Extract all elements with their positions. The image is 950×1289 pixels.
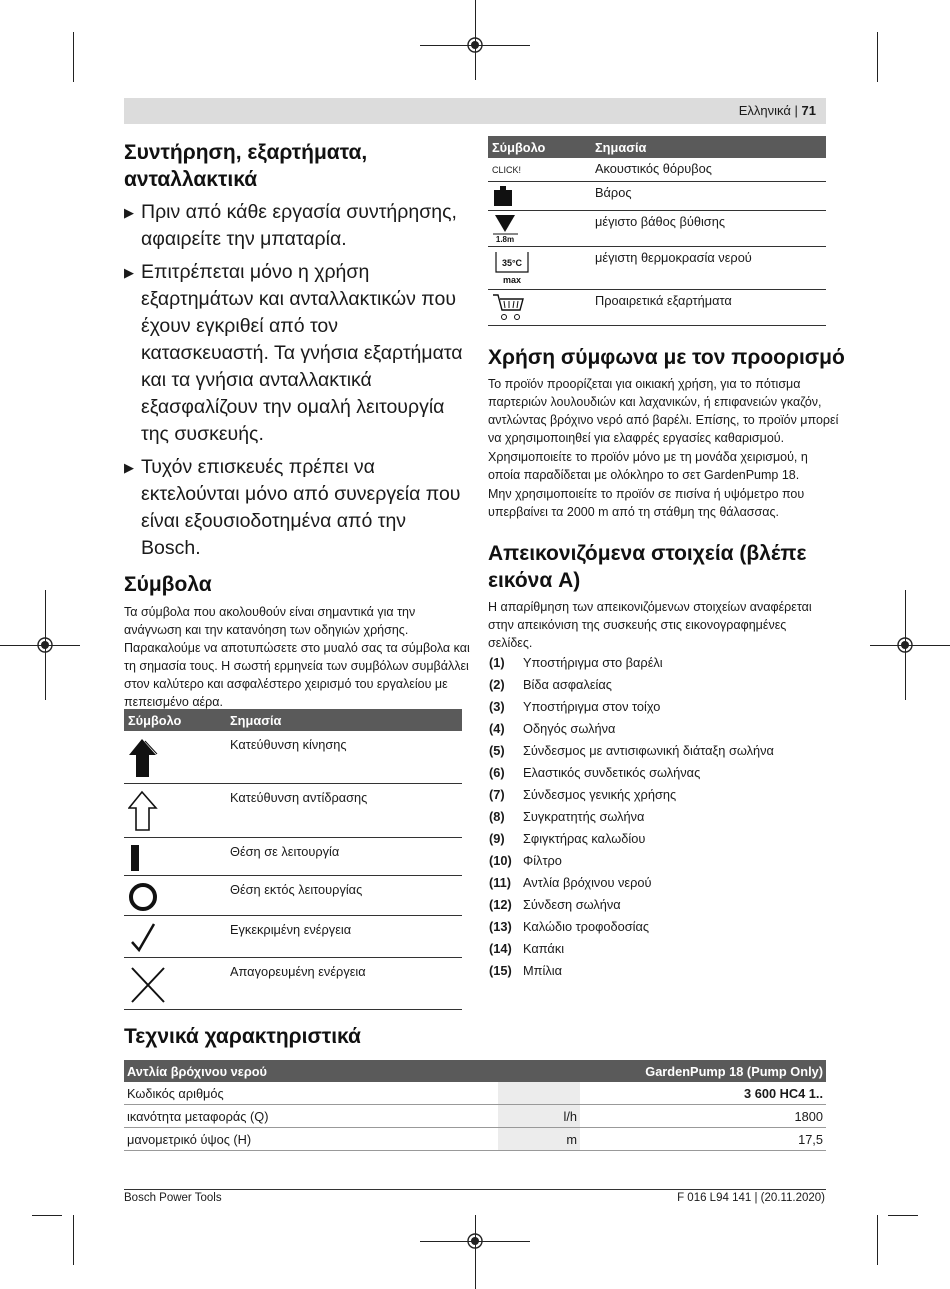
table-row [488,246,826,289]
list-item: (5) Σύνδεσμος με αντισιφωνική διάταξη σωλήνα [489,743,774,758]
crop-mark [888,1215,918,1216]
symbol-meaning: Ακουστικός θόρυβος [591,158,826,181]
crop-mark [475,1215,476,1289]
symbols-intro: Τα σύμβολα που ακολουθούν είναι σημαντικά για την ανάγνωση και την κατανόηση των οδηγιών χρήσης. Παρακαλούμε να αποτυπώσετε στο μυαλό σας τα σύμβολα και τη σημασία τους. Η σωστή ερμηνεία των συμβόλων συμβάλλει στον καλύτερο και ασφαλέστερο χειρισμό του εργαλείου με πεπεισμένο αέρα. [124,605,470,709]
list-item: (14) Καπάκι [489,941,565,956]
header-band [124,98,826,124]
table-row [124,783,462,837]
components-list [489,653,774,983]
table-row [488,158,826,181]
list-item: (11) Αντλία βρόχινου νερού [489,875,652,890]
filled-up-arrow-icon [128,737,158,779]
bullet-item: ▶ Τυχόν επισκευές πρέπει να εκτελούνται μόνο από συνεργεία που είναι εξουσιοδοτημένα από την Bosch. [124,456,461,559]
tech-value: 17,5 [580,1128,826,1151]
tech-label: ικανότητα μεταφοράς (Q) [124,1105,498,1128]
crop-mark [73,32,74,82]
list-item: (12) Σύνδεση σωλήνα [489,897,621,912]
table-row [124,1128,826,1151]
list-item: (7) Σύνδεσμος γενικής χρήσης [489,787,677,802]
symbol-meaning: Θέση σε λειτουργία [226,837,462,875]
bullet-item: ▶ Επιτρέπεται μόνο η χρήση εξαρτημάτων και ανταλλακτικών που έχουν εγκριθεί από τον κατασκευαστή. Τα γνήσια εξαρτήματα και τα γνήσια ανταλλακτικά εξασφαλίζουν την ομαλή λειτουργία της συσκευής. [124,261,463,445]
technical-table [124,1060,826,1151]
shopping-cart-icon [492,292,526,322]
table-row [124,731,462,783]
max-label: max [502,274,522,285]
tech-header-right: GardenPump 18 (Pump Only) [580,1060,826,1082]
off-circle-icon [128,882,160,912]
bullet-arrow-icon: ▶ [124,265,134,280]
symbol-meaning: Προαιρετικά εξαρτήματα [591,289,826,325]
list-item: (4) Οδηγός σωλήνα [489,721,616,736]
components-intro: Η απαρίθμηση των απεικονιζόμενων στοιχείων αναφέρεται στην απεικόνιση της συσκευής στις εικονογραφημένες σελίδες. [488,600,812,650]
registration-mark-icon [466,1232,484,1250]
list-item: (2) Βίδα ασφαλείας [489,677,612,692]
col-meaning-header: Σημασία [226,709,462,731]
technical-title: Τεχνικά χαρακτηριστικά [124,1025,361,1048]
list-item: (15) Μπίλια [489,963,562,978]
tech-value: 3 600 HC4 1.. [580,1082,826,1105]
registration-mark-icon [36,636,54,654]
footer-doc-id: F 016 L94 141 | (20.11.2020) [677,1192,825,1204]
list-item: (3) Υποστήριγμα στον τοίχο [489,699,661,714]
footer-brand: Bosch Power Tools [124,1192,222,1204]
tech-label: μανομετρικό ύψος (H) [124,1128,498,1151]
tech-header-left: Αντλία βρόχινου νερού [124,1060,498,1082]
list-item: (6) Ελαστικός συνδετικός σωλήνας [489,765,701,780]
depth-triangle-icon [492,213,522,243]
cross-icon [128,964,168,1006]
table-row [488,210,826,246]
depth-label: 1.8m [495,234,515,243]
symbol-meaning: μέγιστο βάθος βύθισης [591,210,826,246]
symbol-meaning: Βάρος [591,181,826,210]
symbol-meaning: Κατεύθυνση αντίδρασης [226,783,462,837]
list-item: (1) Υποστήριγμα στο βαρέλι [489,655,663,670]
symbols-table [124,709,462,1010]
table-row [124,1105,826,1128]
symbol-meaning: Κατεύθυνση κίνησης [226,731,462,783]
list-item: (9) Σφιγκτήρας καλωδίου [489,831,646,846]
bullet-item: ▶ Πριν από κάθε εργασία συντήρησης, αφαιρείτε την μπαταρία. [124,201,457,250]
symbol-meaning: Εγκεκριμένη ενέργεια [226,915,462,957]
col-symbol-header: Σύμβολο [124,709,226,731]
bullet-arrow-icon: ▶ [124,205,134,220]
header-language: Ελληνικά [738,103,791,118]
checkmark-icon [128,922,158,954]
crop-mark [73,1215,74,1265]
table-row [124,915,462,957]
intended-use-title: Χρήση σύμφωνα με τον προορισμό [488,346,845,369]
symbol-meaning: Θέση εκτός λειτουργίας [226,875,462,915]
intended-use-paragraph: Χρησιμοποιείτε το προϊόν μόνο με τη μονάδα χειρισμού, η οποία παραδίδεται με ολόκληρο το σετ GardenPump 18. [488,450,808,482]
intended-use-paragraph: Το προϊόν προορίζεται για οικιακή χρήση, για το πότισμα παρτεριών λουλουδιών και λαχανικών, ή επιφανειών γκαζόν, αντλώντας βρόχινο νερό από βαρέλι. Επίσης, το προϊόν μπορεί να χρησιμοποιηθεί για ελαφρές εργασίες καθαρισμού. [488,377,839,445]
tech-unit [498,1082,580,1105]
click-text-icon: CLICK! [492,165,522,175]
col-symbol-header: Σύμβολο [488,136,591,158]
table-row [124,875,462,915]
table-row [124,837,462,875]
crop-mark [877,32,878,82]
crop-mark [877,1215,878,1265]
page-header: Ελληνικά | 71 [738,103,816,118]
weight-icon [492,185,514,207]
temp-label: 35°C [501,257,523,268]
footer-rule [124,1189,826,1190]
bullet-arrow-icon: ▶ [124,460,134,475]
tech-value: 1800 [580,1105,826,1128]
maintenance-bullets [124,199,469,568]
symbols-table-right [488,136,826,326]
table-row [488,181,826,210]
tech-unit: m [498,1128,580,1151]
list-item: (10) Φίλτρο [489,853,562,868]
tech-label: Κωδικός αριθμός [124,1082,498,1105]
outline-up-arrow-icon [128,790,158,834]
list-item: (13) Καλώδιο τροφοδοσίας [489,919,650,934]
page-number: 71 [801,103,816,118]
intended-use-paragraph: Μην χρησιμοποιείτε το προϊόν σε πισίνα ή υψόμετρο που υπερβαίνει τα 2000 m από τη στάθμη της θάλασσας. [488,487,805,519]
list-item: (8) Συγκρατητής σωλήνα [489,809,645,824]
table-row [124,1082,826,1105]
crop-mark [32,1215,62,1216]
col-meaning-header: Σημασία [591,136,826,158]
components-title: Απεικονιζόμενα στοιχεία (βλέπε εικόνα A) [488,542,807,592]
maintenance-title: Συντήρηση, εξαρτήματα, ανταλλακτικά [124,141,368,191]
symbol-meaning: μέγιστη θερμοκρασία νερού [591,246,826,289]
water-temperature-icon [492,250,532,286]
on-bar-icon [128,844,158,872]
table-row [488,289,826,325]
symbols-title: Σύμβολα [124,573,212,596]
table-row [124,957,462,1009]
registration-mark-icon [466,36,484,54]
registration-mark-icon [896,636,914,654]
tech-unit: l/h [498,1105,580,1128]
symbol-meaning: Απαγορευμένη ενέργεια [226,957,462,1009]
